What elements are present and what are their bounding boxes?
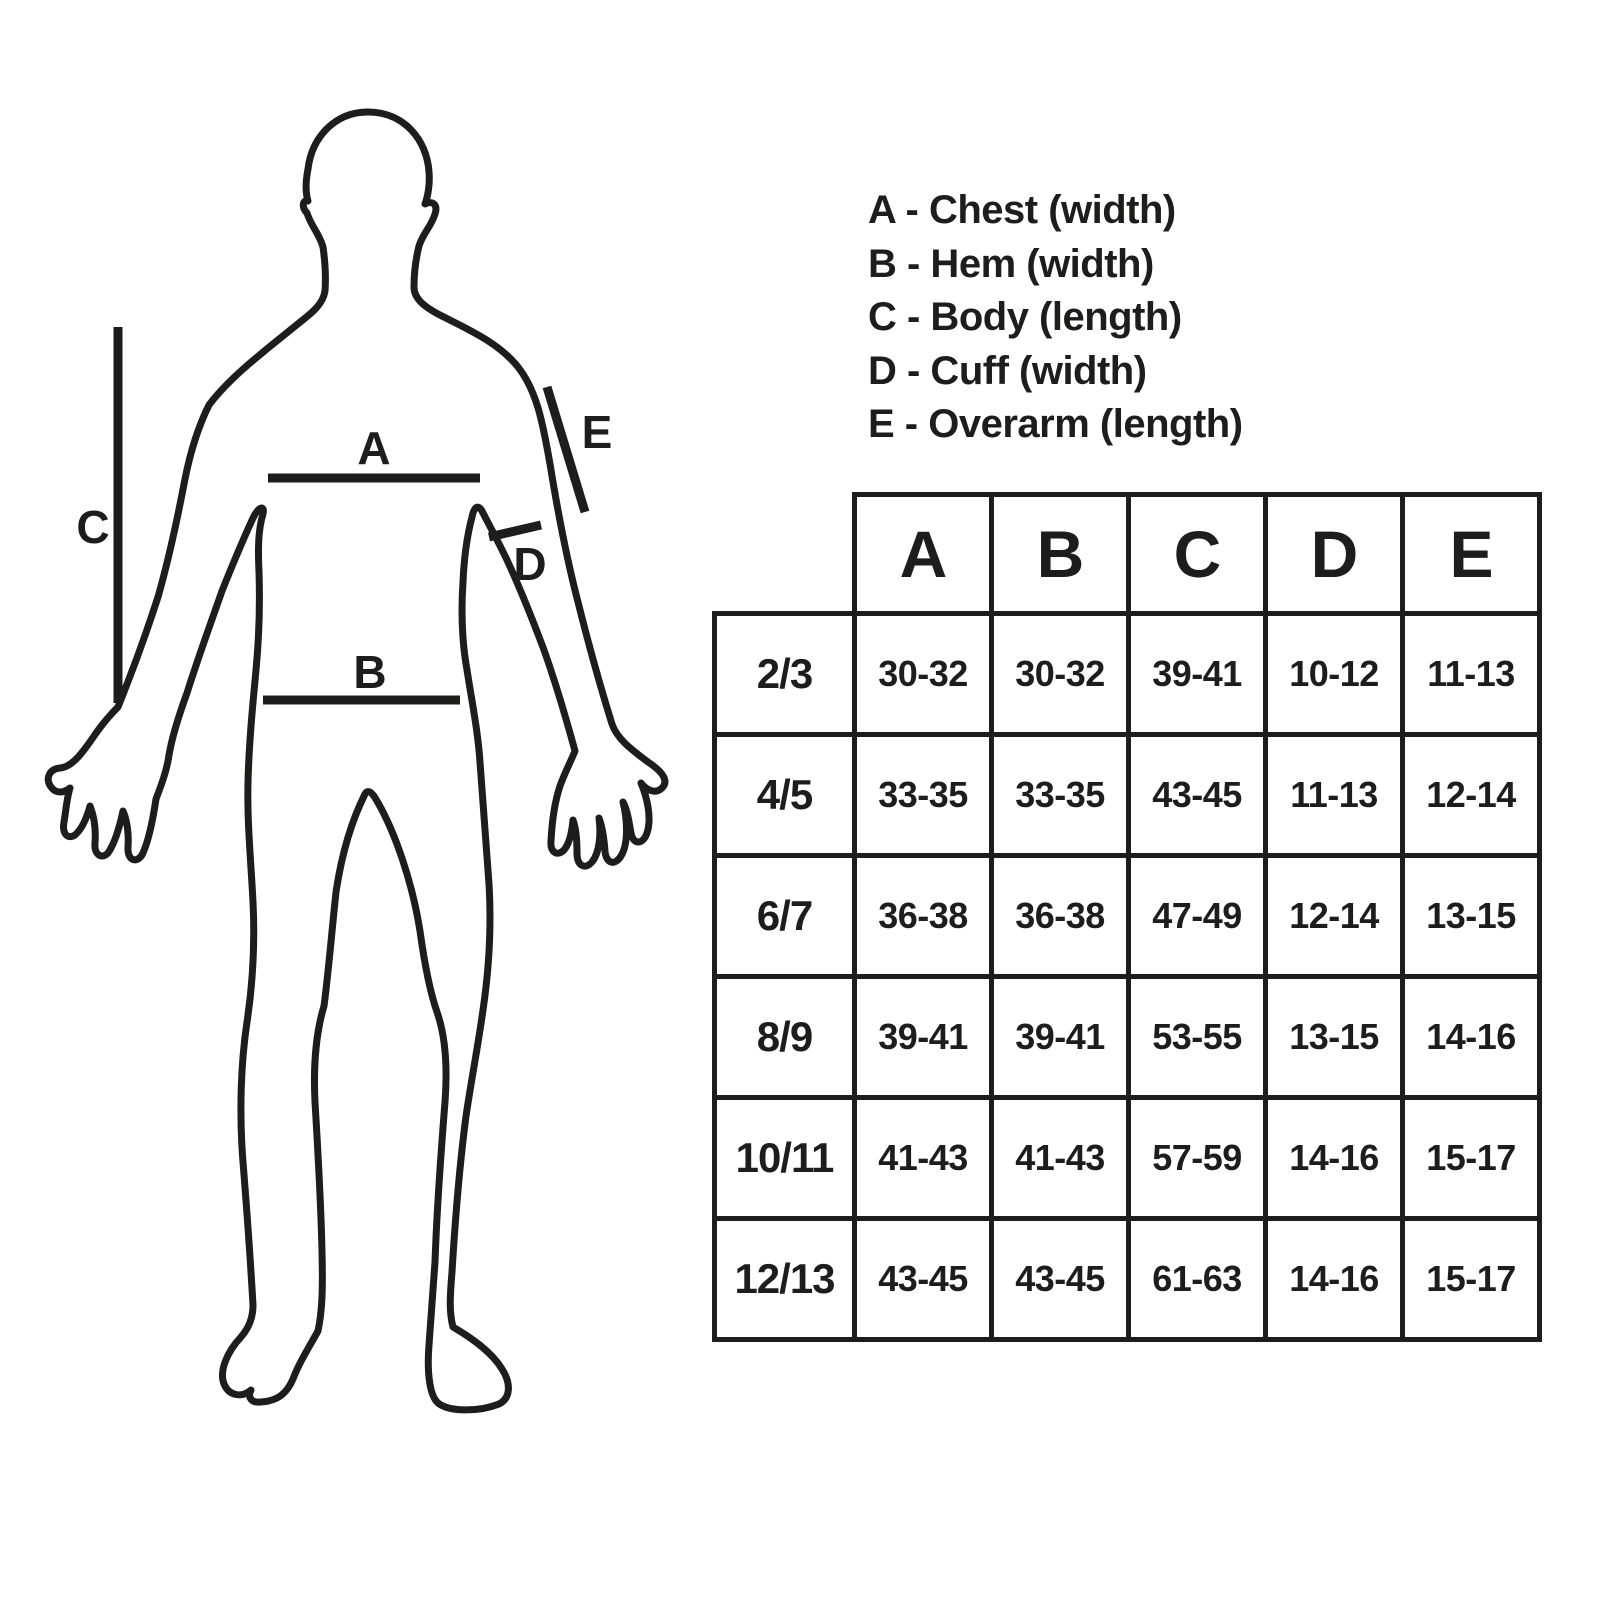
header-row bbox=[715, 495, 1540, 614]
measurement-cell: 47-49 bbox=[1129, 856, 1266, 977]
measurement-cell: 12-14 bbox=[1403, 735, 1540, 856]
size-row-header: 2/3 bbox=[715, 614, 855, 735]
measurement-cell: 57-59 bbox=[1129, 1098, 1266, 1219]
measurement-cell: 30-32 bbox=[992, 614, 1129, 735]
measurement-cell: 43-45 bbox=[855, 1219, 992, 1340]
legend-item-body: C - Body (length) bbox=[868, 295, 1182, 339]
measurement-cell: 14-16 bbox=[1266, 1098, 1403, 1219]
measurement-cell: 41-43 bbox=[855, 1098, 992, 1219]
measurement-legend bbox=[868, 184, 1243, 452]
table-row bbox=[715, 735, 1540, 856]
size-row-header: 6/7 bbox=[715, 856, 855, 977]
measurement-cell: 14-16 bbox=[1266, 1219, 1403, 1340]
measurement-cell: 11-13 bbox=[1403, 614, 1540, 735]
measurement-cell: 53-55 bbox=[1129, 977, 1266, 1098]
measurement-cell: 39-41 bbox=[855, 977, 992, 1098]
column-header-d: D bbox=[1266, 495, 1403, 614]
measurement-cell: 36-38 bbox=[855, 856, 992, 977]
measurement-cell: 39-41 bbox=[1129, 614, 1266, 735]
measure-letter-b: B bbox=[353, 646, 387, 698]
measure-letter-e: E bbox=[581, 406, 613, 458]
measurement-cell: 12-14 bbox=[1266, 856, 1403, 977]
measurement-cell: 14-16 bbox=[1403, 977, 1540, 1098]
legend-item-hem: B - Hem (width) bbox=[868, 241, 1154, 286]
body-figure-svg bbox=[0, 0, 720, 1500]
measurement-cell: 39-41 bbox=[992, 977, 1129, 1098]
column-header-a: A bbox=[855, 495, 992, 614]
corner-cell bbox=[715, 495, 855, 614]
measurement-cell: 43-45 bbox=[992, 1219, 1129, 1340]
measurement-cell: 33-35 bbox=[992, 735, 1129, 856]
column-header-c: C bbox=[1129, 495, 1266, 614]
measurement-cell: 30-32 bbox=[855, 614, 992, 735]
measurement-cell: 61-63 bbox=[1129, 1219, 1266, 1340]
measurement-cell: 41-43 bbox=[992, 1098, 1129, 1219]
measurement-cell: 15-17 bbox=[1403, 1098, 1540, 1219]
measurement-cell: 36-38 bbox=[992, 856, 1129, 977]
legend-item-cuff: D - Cuff (width) bbox=[868, 348, 1147, 393]
column-header-e: E bbox=[1403, 495, 1540, 614]
legend-item-chest: A - Chest (width) bbox=[868, 188, 1176, 232]
measurement-cell: 11-13 bbox=[1266, 735, 1403, 856]
measurement-cell: 15-17 bbox=[1403, 1219, 1540, 1340]
measurement-cell: 33-35 bbox=[855, 735, 992, 856]
size-row-header: 10/11 bbox=[715, 1098, 855, 1219]
size-row-header: 4/5 bbox=[715, 735, 855, 856]
measurement-cell: 13-15 bbox=[1403, 856, 1540, 977]
measure-letter-c: C bbox=[76, 501, 110, 553]
measure-letter-a: A bbox=[357, 422, 391, 474]
table-row bbox=[715, 614, 1540, 735]
body-measurement-diagram bbox=[0, 0, 720, 1500]
measurement-cell: 43-45 bbox=[1129, 735, 1266, 856]
table-row bbox=[715, 1219, 1540, 1340]
measurement-cell: 10-12 bbox=[1266, 614, 1403, 735]
table-row bbox=[715, 856, 1540, 977]
measure-letter-d: D bbox=[513, 538, 547, 590]
measurement-cell: 13-15 bbox=[1266, 977, 1403, 1098]
size-chart-table bbox=[712, 492, 1542, 1342]
size-row-header: 12/13 bbox=[715, 1219, 855, 1340]
human-body-outline bbox=[48, 112, 665, 1410]
column-header-b: B bbox=[992, 495, 1129, 614]
size-row-header: 8/9 bbox=[715, 977, 855, 1098]
legend-item-overarm: E - Overarm (length) bbox=[868, 402, 1243, 446]
table-row bbox=[715, 977, 1540, 1098]
table-row bbox=[715, 1098, 1540, 1219]
